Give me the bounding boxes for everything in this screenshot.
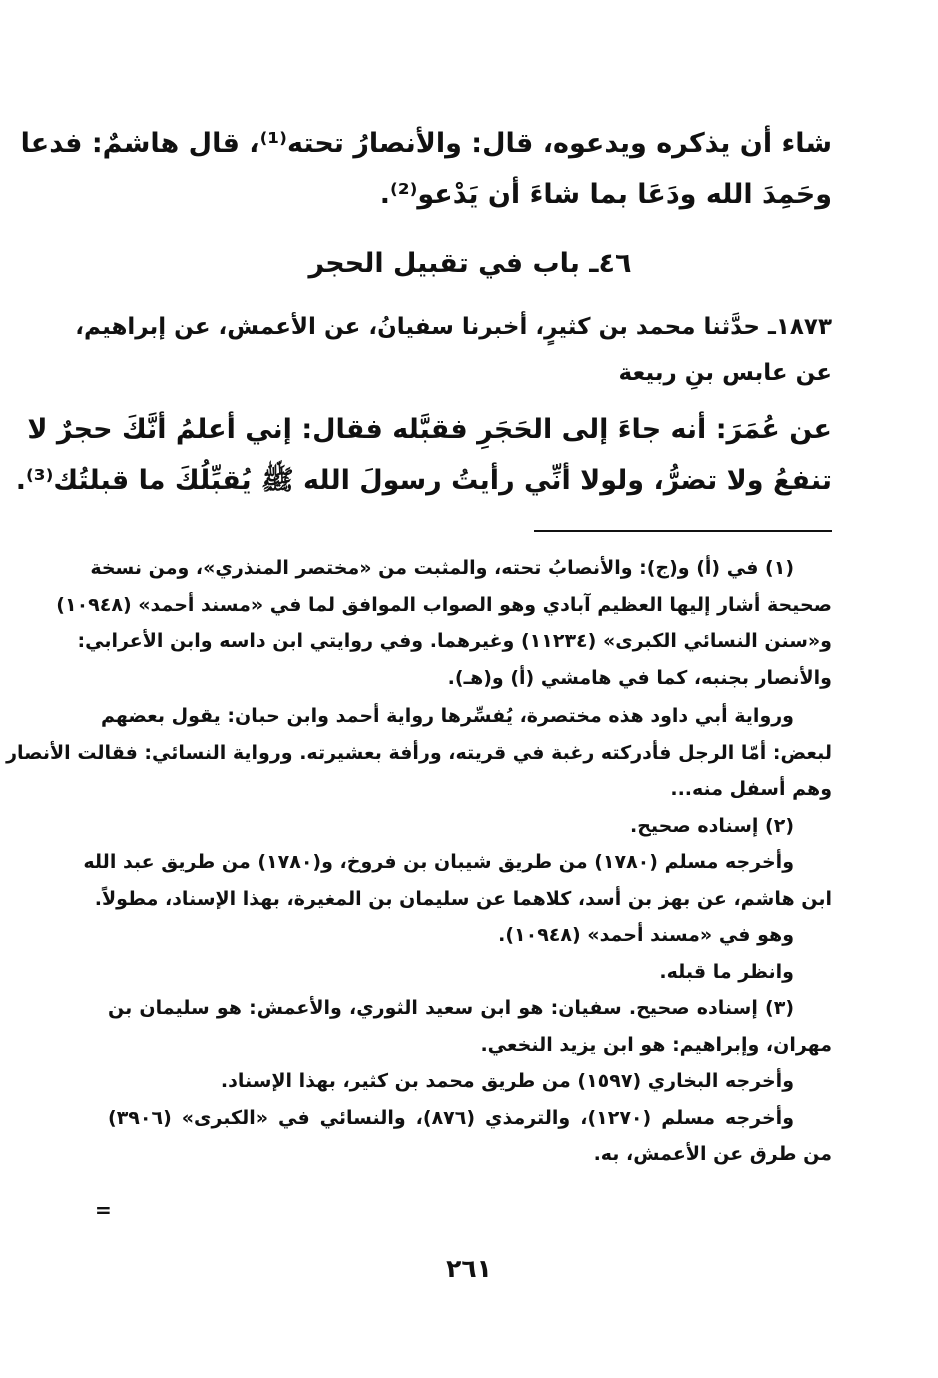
footnote-line: وهو في «مسند أحمد» (١٠٩٤٨). xyxy=(498,924,794,946)
matn-line: عن عُمَرَ: أنه جاءَ إلى الحَجَرِ فقبَّله فقال: إني أعلمُ أنَّكَ حجرٌ لا xyxy=(27,414,832,445)
footnote-line: وانظر ما قبله. xyxy=(659,960,794,983)
footnote-separator xyxy=(534,530,832,532)
footnote-line: مهران، وإبراهيم: هو ابن يزيد النخعي. xyxy=(480,1033,832,1056)
footnote-line: وهم أسفل منه... xyxy=(670,778,832,800)
continuation-mark: = xyxy=(95,1198,112,1222)
page-number: ٢٦١ xyxy=(446,1254,492,1283)
footnote-line: صحيحة أشار إليها العظيم آبادي وهو الصواب الموافق لما في «مسند أحمد» (١٠٩٤٨) xyxy=(56,593,832,616)
footnote-line: (٣) إسناده صحيح. سفيان: هو ابن سعيد الثوري، والأعمش: هو سليمان بن xyxy=(108,997,794,1019)
footnote-line: لبعض: أمّا الرجل فأدركته رغبة في قريته، ورأفة بعشيرته. ورواية النسائي: فقالت الأنصار xyxy=(6,741,832,764)
document-page xyxy=(6,118,832,1173)
main-text-line: وحَمِدَ الله ودَعَا بما شاءَ أن يَدْعو⁽²⁾. xyxy=(379,179,832,210)
main-text-line: شاء أن يذكره ويدعوه، قال: والأنصارُ تحته⁽¹⁾، قال هاشمٌ: فدعا xyxy=(20,128,832,159)
footnote-line: ورواية أبي داود هذه مختصرة، يُفسِّرها رواية أحمد وابن حبان: يقول بعضهم xyxy=(100,705,794,727)
footnote-line: وأخرجه البخاري (١٥٩٧) من طريق محمد بن كثير، بهذا الإسناد. xyxy=(220,1070,794,1092)
footnote-line: ابن هاشم، عن بهز بن أسد، كلاهما عن سليمان بن المغيرة، بهذا الإسناد، مطولاً. xyxy=(94,887,832,910)
footnote-line: (١) في (أ) و(ج): والأنصابُ تحته، والمثبت من «مختصر المنذري»، ومن نسخة xyxy=(90,557,794,579)
isnad-line: ١٨٧٣ـ حدَّثنا محمد بن كثيرٍ، أخبرنا سفيانُ، عن الأعمش، عن إبراهيم، xyxy=(75,314,832,340)
footnote-line: (٢) إسناده صحيح. xyxy=(630,814,794,837)
hadith-matn xyxy=(15,404,832,506)
footnote-line: وأخرجه مسلم (١٢٧٠)، والترمذي (٨٧٦)، والنسائي في «الكبرى» (٣٩٠٦) xyxy=(108,1106,795,1129)
isnad-line: عن عابس بنِ ربيعة xyxy=(618,360,832,386)
footnote-line: والأنصار بجنبه، كما في هامشي (أ) و(هـ). xyxy=(447,666,832,689)
main-text xyxy=(20,118,832,220)
footnote-line: و«سنن النسائي الكبرى» (١١٢٣٤) وغيرهما. وفي روايتي ابن داسه وابن الأعرابي: xyxy=(77,630,832,652)
matn-line: تنفعُ ولا تضرُّ، ولولا أنِّي رأيتُ رسولَ الله ﷺ يُقبِّلُكَ ما قبلتُك⁽³⁾. xyxy=(15,465,832,496)
chapter-heading: ٤٦ـ باب في تقبيل الحجر xyxy=(308,248,632,279)
footnote-line: وأخرجه مسلم (١٧٨٠) من طريق شيبان بن فروخ، و(١٧٨٠) من طريق عبد الله xyxy=(83,851,794,873)
footnote-line: من طرق عن الأعمش، به. xyxy=(593,1143,832,1165)
hadith-isnad xyxy=(75,304,832,396)
footnotes xyxy=(6,550,832,1173)
